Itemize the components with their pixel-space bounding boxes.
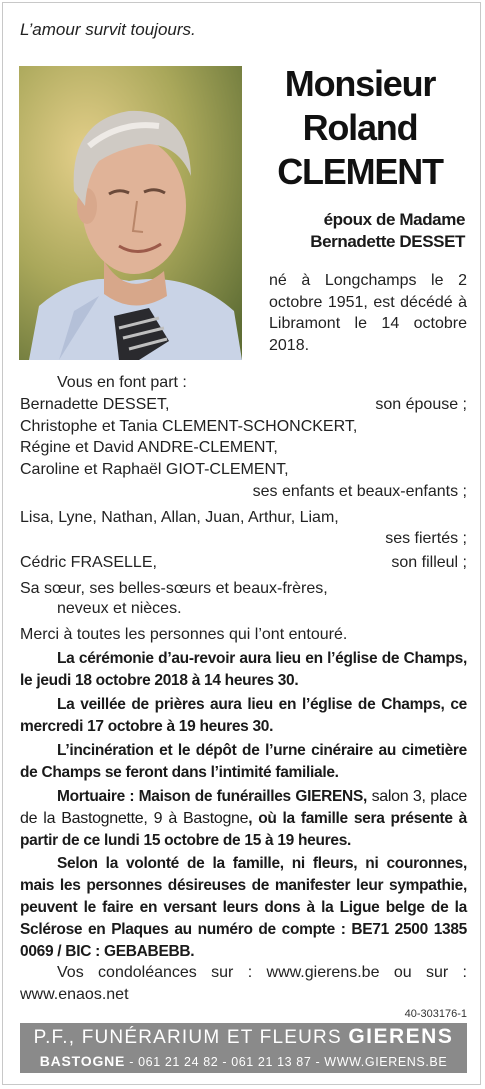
relative-role: son épouse ; [375, 396, 467, 413]
mortuary-info [20, 786, 467, 852]
condolences-info: Vos condoléances sur : www.gierens.be ou sur : www.enaos.net [20, 964, 467, 1003]
relative-name: Bernadette DESSET, [20, 396, 170, 413]
relative-row: Caroline et Raphaël GIOT-CLEMENT, [20, 461, 289, 478]
thanks-text: Merci à toutes les personnes qui l’ont entouré. [20, 626, 348, 643]
mortuary-hours: , où la famille sera présente à partir de ce lundi 15 octobre de 15 à 19 heures. [20, 810, 467, 849]
banner-line1 [20, 1023, 467, 1051]
motto: L’amour survit toujours. [20, 20, 196, 39]
birth-death-info: né à Longchamps le 2 octobre 1951, est décédé à Libramont le 14 octobre 2018. [269, 272, 467, 354]
banner-brand: GIERENS [348, 1025, 454, 1048]
cremation-info: L’incinération et le dépôt de l’urne cinéraire au cimetière de Champs se feront dans l’intimité familiale. [20, 742, 467, 781]
spouse-line2: Bernadette DESSET [310, 232, 465, 251]
reference-number: 40-303176-1 [404, 1008, 467, 1020]
banner-city: BASTOGNE [39, 1053, 126, 1069]
banner-contacts: - 061 21 24 82 - 061 21 13 87 - WWW.GIERENS.BE [125, 1055, 448, 1069]
name-first: Roland [302, 107, 418, 148]
relative-role: son filleul ; [391, 554, 467, 571]
relative-row [20, 394, 467, 416]
mortuary-label: Mortuaire : Maison de funérailles GIERENS, [57, 788, 367, 805]
relative-row: Lisa, Lyne, Nathan, Allan, Juan, Arthur, Liam, [20, 509, 339, 526]
portrait-illustration [19, 66, 242, 360]
relative-row: Régine et David ANDRE-CLEMENT, [20, 439, 278, 456]
relative-row [20, 552, 467, 574]
relative-name: Cédric FRASELLE, [20, 554, 157, 571]
announcement-intro: Vous en font part : [57, 374, 187, 391]
banner-prefix: P.F., FUNÉRARIUM ET FLEURS [33, 1027, 342, 1048]
relative-role: ses fiertés ; [385, 530, 467, 547]
banner-line2 [20, 1051, 467, 1072]
funeral-home-banner [20, 1023, 467, 1073]
relative-row: Sa sœur, ses belles-sœurs et beaux-frères, [20, 580, 328, 597]
relative-row: Christophe et Tania CLEMENT-SCHONCKERT, [20, 418, 358, 435]
spouse-line1: époux de Madame [323, 210, 465, 229]
spouse-info [255, 209, 465, 253]
name-last: CLEMENT [277, 151, 443, 192]
portrait-photo [19, 66, 242, 360]
relative-row: neveux et nièces. [57, 600, 182, 617]
vigil-info: La veillée de prières aura lieu en l’église de Champs, ce mercredi 17 octobre à 19 heures 30. [20, 696, 467, 735]
mortuary-address: salon 3, place de la Bastognette, 9 à Bastogne [20, 788, 467, 827]
deceased-name [255, 62, 465, 194]
relative-role: ses enfants et beaux-enfants ; [252, 483, 467, 500]
wishes-info: Selon la volonté de la famille, ni fleurs, ni couronnes, mais les personnes désireuses de manifester leur sympathie, peuvent le faire en versant leurs dons à la Ligue belge de la Sclérose en Plaques au numéro de compte : BE71 2500 1385 0069 / BIC : GEBABEBB. [20, 855, 467, 960]
ceremony-info: La cérémonie d’au-revoir aura lieu en l’église de Champs, le jeudi 18 octobre 2018 à 14 heures 30. [20, 650, 467, 689]
name-title: Monsieur [284, 63, 436, 104]
